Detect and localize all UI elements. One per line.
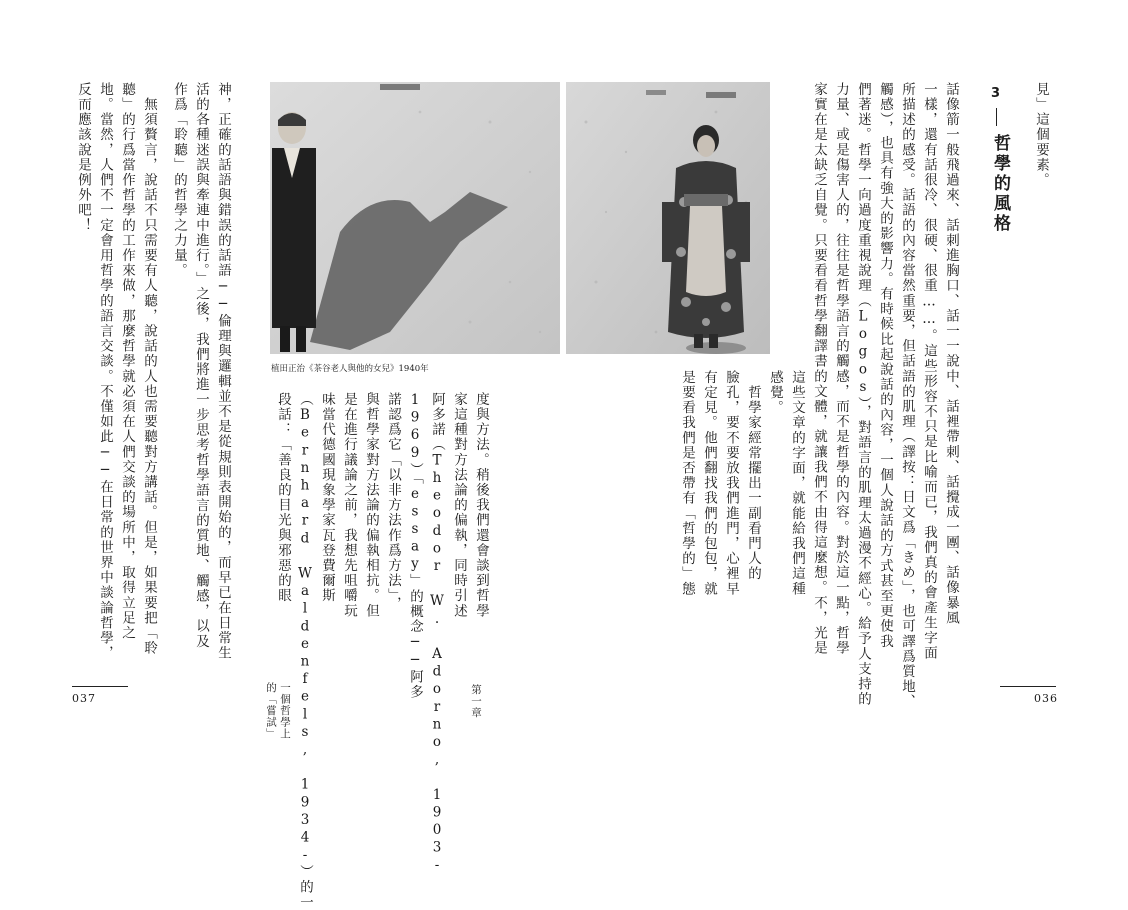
page-number: 036 <box>1034 692 1058 705</box>
section-title: 哲學的風格 <box>990 134 1010 234</box>
text-column: 所描述的感受。話語的內容當然重要，但話語的肌理（譯按：日文爲「きめ」，也可譯爲質地、 <box>899 82 915 710</box>
old-man-photo-image <box>270 82 560 354</box>
section-rule <box>996 108 997 126</box>
section-number: 3 <box>991 86 1001 101</box>
text-column: 感覺。 <box>767 370 783 416</box>
photo-right-daughter <box>566 82 770 354</box>
text-column: 這些文章的字面，就能給我們這種 <box>789 370 805 597</box>
text-column: 諾認爲它「以非方法作爲方法」， <box>385 392 401 612</box>
text-column: 一樣，還有話很冷、很硬、很重……。這些形容不只是比喻而已，我們真的會產生字面 <box>921 82 937 661</box>
text-column: 反而應該說是例外吧！ <box>75 82 91 233</box>
page-number: 037 <box>72 692 96 705</box>
text-column: 是在進行議論之前，我想先咀嚼玩 <box>341 392 357 619</box>
text-column: 1969）「essay」的概念──阿多 <box>407 392 423 700</box>
text-column: 阿多諾（Theodor W. Adorno, 1903- <box>429 392 445 875</box>
text-column: 無須贅言，說話不只需要有人聽，說話的人也需要聽對方講話。但是，如果要把「聆 <box>141 82 157 656</box>
text-column: 味當代德國現象學家瓦登費爾斯 <box>319 392 335 604</box>
footer-rule <box>72 686 128 687</box>
text-column: 見」這個要素。 <box>1033 82 1049 188</box>
running-head-title: 一個哲學上的「嘗試」 <box>265 682 291 740</box>
text-column: 是要看我們是否帶有「哲學的」態 <box>679 370 695 597</box>
text-column: 話像箭一般飛過來、話刺進胸口、話一一說中、話裡帶刺、話攪成一團、話像暴風 <box>943 82 959 626</box>
text-column: 段話：「善良的目光與邪惡的眼 <box>275 392 291 604</box>
text-column: 觸感），也具有強大的影響力。有時候比起說話的內容，一個人說話的方式甚至更使我 <box>877 82 893 650</box>
running-head-chapter: 第一章 <box>470 684 482 719</box>
text-column: 哲學家經常擺出一副看門人的 <box>745 370 761 582</box>
text-column: 家實在是太缺乏自覺。只要看看哲學翻譯書的文體，就讓我們不由得這麼想。不，光是 <box>811 82 827 656</box>
text-column: 活的各種迷誤與牽連中進行。」之後，我們將進一步思考哲學語言的質地、觸感，以及 <box>193 82 209 650</box>
photo-left-old-man <box>270 82 560 354</box>
text-column: 地。當然，人們不一定會用哲學的語言交談。不僅如此──在日常的世界中談論哲學， <box>97 82 113 661</box>
text-column: 作爲「聆聽」的哲學之力量。 <box>171 82 187 279</box>
text-column: 家這種對方法論的偏執，同時引述 <box>451 392 467 619</box>
text-column: 與哲學家對方法論的偏執相抗。但 <box>363 392 379 619</box>
text-column: 度與方法。稍後我們還會談到哲學 <box>473 392 489 619</box>
text-column: 臉孔，要不要放我們進門，心裡早 <box>723 370 739 597</box>
text-column: 們著迷。哲學一向過度重視說理（Logos），對語言的肌理太過漫不經心。給予人支持的 <box>855 82 871 707</box>
text-column: 聽」的行爲當作哲學的工作來做，那麼哲學就必須在人們交談的場所中，取得立足之 <box>119 82 135 641</box>
daughter-photo-image <box>566 82 770 354</box>
text-column: （Bernhard Waldenfels, 1934-）的一 <box>297 392 313 910</box>
footer-rule <box>1000 686 1056 687</box>
text-column: 神，正確的話語與錯誤的話語──倫理與邏輯並不是從規則表開始的，而早已在日常生 <box>215 82 231 661</box>
photo-caption: 植田正治《茶谷老人與他的女兒》1940年 <box>271 364 429 374</box>
text-column: 有定見。他們翻找我們的包包，就 <box>701 370 717 597</box>
text-column: 力量、或是傷害人的，往往是哲學語言的觸感，而不是哲學的內容。對於這一點，哲學 <box>833 82 849 656</box>
